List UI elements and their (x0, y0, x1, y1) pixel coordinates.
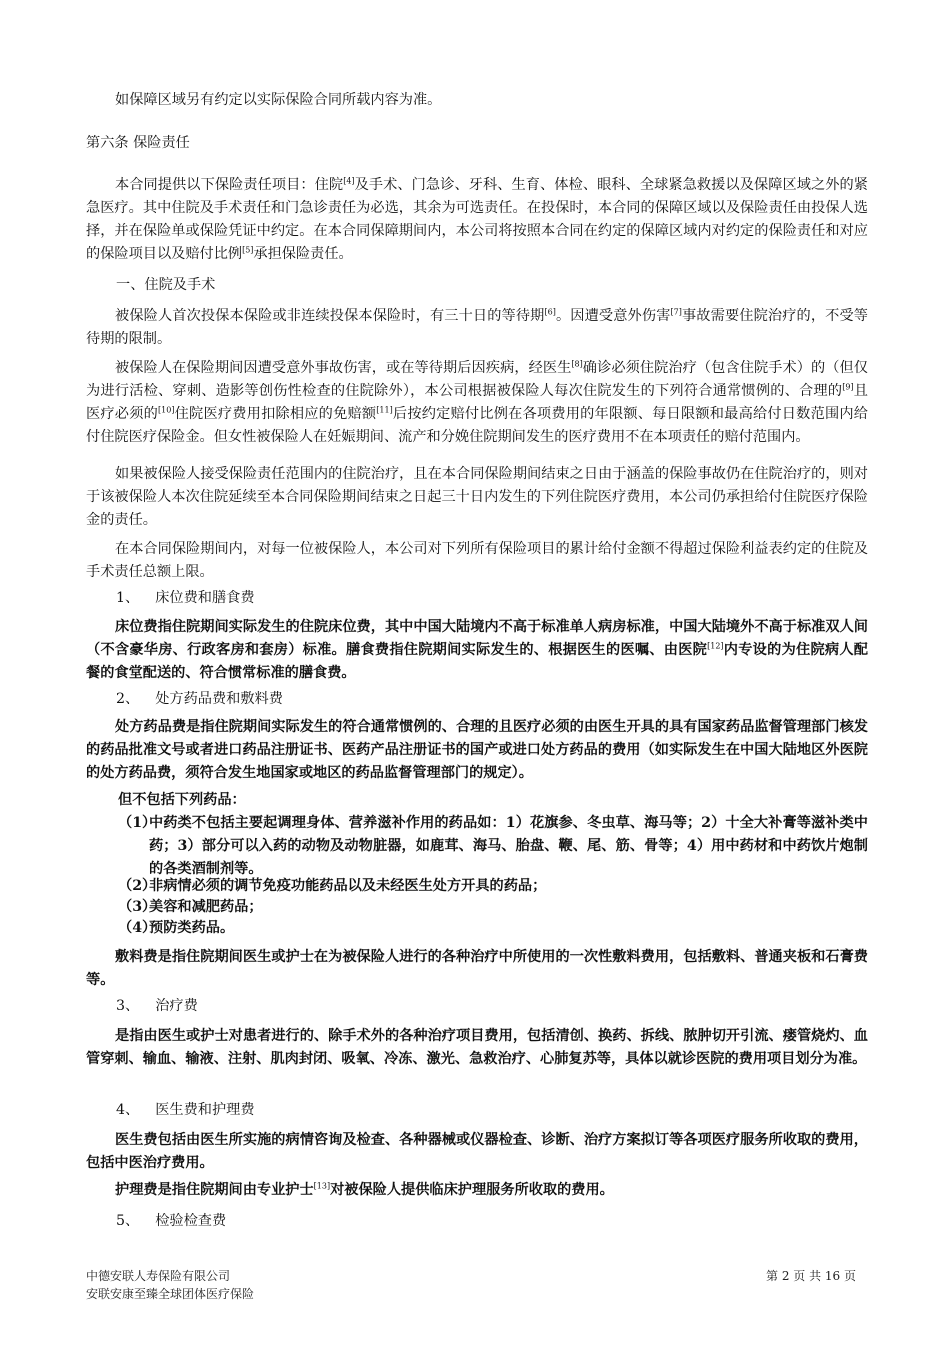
item-5-heading: 5、 检验检查费 (116, 1213, 227, 1229)
item-2-heading: 2、 处方药品费和敷料费 (116, 691, 283, 707)
intro-paragraph: 本合同提供以下保险责任项目：住院[4]及手术、门急诊、牙科、生育、体检、眼科、全球紧急救援以及保障区域之外的紧急医疗。其中住院及手术责任和门急诊责任为必选，其余为可选责任。在投保时，本合同的保障区域以及保险责任由投保人选择，并在保险单或保险凭证中约定。在本合同保障期间内，本公司将按照本合同在约定的保障区域内对约定的保险责任和对应的保险项目以及赔付比例[5]承担保险责任。 (86, 176, 868, 262)
waiting-period-paragraph: 被保险人首次投保本保险或非连续投保本保险时，有三十日的等待期[6]。因遭受意外伤害[7]事故需要住院治疗的，不受等待期的限制。 (86, 307, 868, 347)
exclusions-heading: 但不包括下列药品： (118, 792, 246, 808)
footer-product: 安联安康至臻全球团体医疗保险 (86, 1287, 255, 1301)
hospitalization-paragraph: 被保险人在保险期间因遭受意外事故伤害，或在等待期后因疾病，经医生[8]确诊必须住院治疗（包含住院手术）的（但仅为进行活检、穿刺、造影等创伤性检查的住院除外），本公司根据被保险人每次住院发生的下列符合通常惯例的、合理的[9]且医疗必须的[10]住院医疗费用扣除相应的免赔额[11]后按约定赔付比例在各项费用的年限额、每日限额和最高给付日数范围内给付住院医疗保险金。但女性被保险人在妊娠期间、流产和分娩住院期间发生的医疗费用不在本项责任的赔付范围内。 (86, 359, 868, 445)
exclusion-item-4: （4） 预防类药品。 (118, 920, 235, 936)
doctor-fee-paragraph: 医生费包括由医生所实施的病情咨询及检查、各种器械或仪器检查、诊断、治疗方案拟订等各项医疗服务所收取的费用，包括中医治疗费用。 (86, 1132, 868, 1171)
prescription-paragraph: 处方药品费是指住院期间实际发生的符合通常惯例的、合理的且医疗必须的由医生开具的具有国家药品监督管理部门核发的药品批准文号或者进口药品注册证书、医药产品注册证书的国产或进口处方药品的费用（如实际发生在中国大陆地区外医院的处方药品费，须符合发生地国家或地区的药品监督管理部门的规定）。 (86, 719, 868, 781)
item-1-heading: 1、 床位费和膳食费 (116, 590, 255, 606)
treatment-paragraph: 是指由医生或护士对患者进行的、除手术外的各种治疗项目费用，包括清创、换药、拆线、脓肿切开引流、瘘管烧灼、血管穿刺、输血、输液、注射、肌肉封闭、吸氧、冷冻、激光、急救治疗、心肺复苏等，具体以就诊医院的费用项目划分为准。 (86, 1028, 868, 1067)
section-title-hospitalization: 一、住院及手术 (116, 277, 216, 293)
exclusion-item-1: （1） 中药类不包括主要起调理身体、营养滋补作用的药品如：1）花旗参、冬虫草、海马等；2）十全大补膏等滋补类中药；3）部分可以入药的动物及动物脏器，如鹿茸、海马、胎盘、鞭、尾、筋、骨等；4）用中药材和中药饮片炮制的各类酒制剂等。 (118, 815, 868, 877)
item-4-heading: 4、 医生费和护理费 (116, 1102, 255, 1118)
continuation-paragraph: 如果被保险人接受保险责任范围内的住院治疗，且在本合同保险期间结束之日由于涵盖的保险事故仍在住院治疗的，则对于该被保险人本次住院延续至本合同保险期间结束之日起三十日内发生的下列住院医疗费用，本公司仍承担给付住院医疗保险金的责任。 (86, 466, 868, 528)
footer-page-number: 第 2 页 共 16 页 (766, 1269, 856, 1283)
bed-meal-paragraph: 床位费指住院期间实际发生的住院床位费，其中中国大陆境内不高于标准单人病房标准，中国大陆境外不高于标准双人间（不含豪华房、行政客房和套房）标准。膳食费指住院期间实际发生的、根据医生的医嘱、由医院[12]内专设的为住院病人配餐的食堂配送的、符合惯常标准的膳食费。 (86, 619, 868, 681)
dressing-paragraph: 敷料费是指住院期间医生或护士在为被保险人进行的各种治疗中所使用的一次性敷料费用，包括敷料、普通夹板和石膏费等。 (86, 949, 868, 988)
exclusion-item-2: （2） 非病情必须的调节免疫功能药品以及未经医生处方开具的药品； (118, 878, 547, 894)
item-3-heading: 3、 治疗费 (116, 998, 198, 1014)
region-note: 如保障区域另有约定以实际保险合同所载内容为准。 (115, 92, 442, 108)
article-title: 第六条 保险责任 (86, 135, 190, 151)
footer-company: 中德安联人寿保险有限公司 (86, 1269, 231, 1283)
nursing-paragraph: 护理费是指住院期间由专业护士[13]对被保险人提供临床护理服务所收取的费用。 (115, 1181, 614, 1198)
limit-paragraph: 在本合同保险期间内，对每一位被保险人，本公司对下列所有保险项目的累计给付金额不得超过保险利益表约定的住院及手术责任总额上限。 (86, 541, 868, 580)
exclusion-item-3: （3） 美容和减肥药品； (118, 899, 263, 915)
